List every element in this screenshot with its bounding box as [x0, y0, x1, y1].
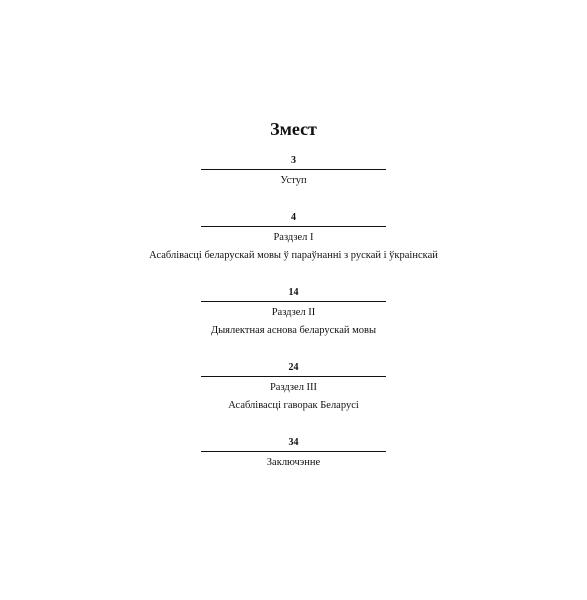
- toc-section-label: Раздзел II: [271, 307, 316, 318]
- toc-page-number: 24: [288, 362, 299, 373]
- toc-divider: [201, 451, 386, 452]
- toc-section-label: Раздзел I: [273, 232, 314, 243]
- toc-entry-section-1[interactable]: [0, 212, 587, 263]
- toc-divider: [201, 376, 386, 377]
- page-title: Змест: [270, 119, 317, 139]
- toc-entry-section-3[interactable]: [0, 362, 587, 413]
- toc-entry-intro[interactable]: [0, 155, 587, 188]
- toc-entry-title: Заключэнне: [266, 457, 321, 468]
- toc-page-number: 34: [288, 437, 299, 448]
- toc-page-number: 14: [288, 287, 299, 298]
- toc-entry-section-2[interactable]: [0, 287, 587, 338]
- toc-entry-title: Асаблівасці гаворак Беларусі: [228, 400, 359, 411]
- toc-divider: [201, 226, 386, 227]
- toc-divider: [201, 169, 386, 170]
- toc-page-number: 3: [291, 155, 296, 166]
- toc-entry-conclusion[interactable]: [0, 437, 587, 470]
- toc-entry-title: Дыялектная аснова беларускай мовы: [210, 325, 377, 336]
- toc-divider: [201, 301, 386, 302]
- toc-entry-title: Уступ: [280, 175, 307, 186]
- toc-page-number: 4: [291, 212, 296, 223]
- toc-section-label: Раздзел III: [269, 382, 318, 393]
- toc-entry-title: Асаблівасці беларускай мовы ў параўнанні з рускай і ўкраінскай: [149, 250, 438, 261]
